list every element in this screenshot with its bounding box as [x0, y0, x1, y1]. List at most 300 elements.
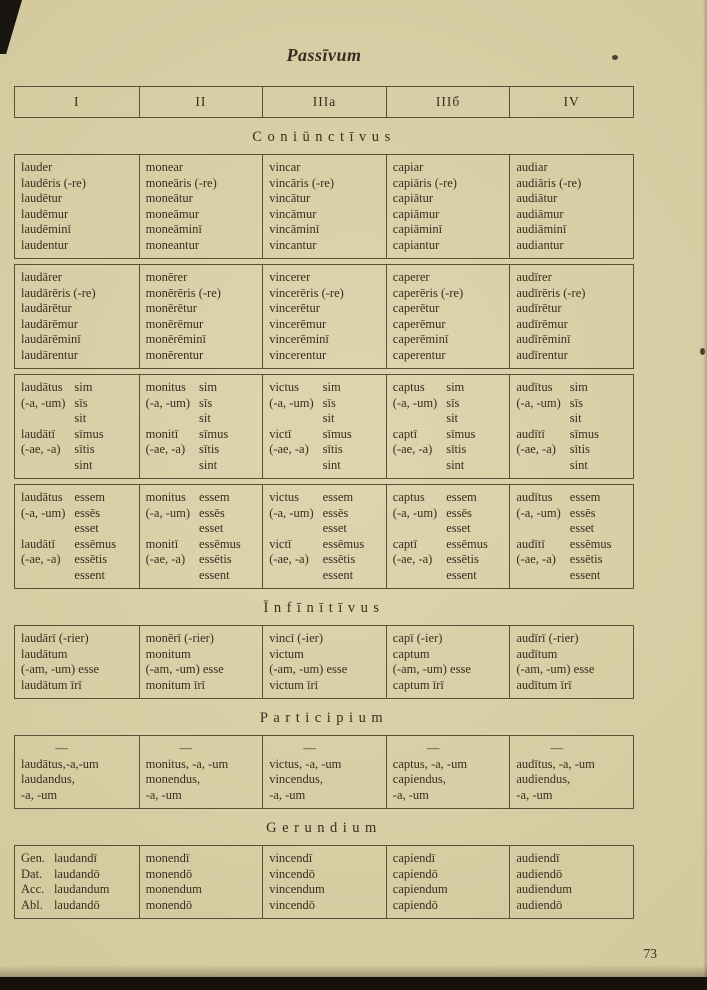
form-right: sit	[199, 411, 211, 425]
verb-form: -a, -um	[516, 787, 553, 802]
verb-form	[393, 537, 488, 553]
verb-form: vincāmur	[269, 206, 317, 221]
form-right: sītis	[446, 442, 467, 456]
verb-form	[393, 552, 488, 568]
form-right: essēs	[322, 505, 349, 520]
form-right: sim	[569, 380, 588, 394]
verb-form	[516, 411, 599, 427]
form-right: sīmus	[74, 426, 104, 441]
form-right: essem	[199, 490, 230, 504]
verb-form	[269, 521, 364, 537]
verb-form: audiāminī	[516, 222, 567, 236]
verb-form: audīrer	[516, 270, 552, 284]
verb-form	[393, 490, 488, 506]
form-left: (-ae, -a)	[145, 442, 186, 456]
form-left: (-ae, -a)	[516, 442, 556, 456]
form-right: sit	[446, 411, 459, 425]
paradigm-cell-i	[15, 485, 139, 588]
form-right: sīs	[74, 395, 88, 410]
form-right: essēmus	[199, 536, 241, 551]
form-left: captī	[392, 536, 418, 551]
verb-form	[146, 537, 241, 553]
verb-form	[516, 380, 599, 396]
verb-form: moneāminī	[145, 222, 202, 236]
verb-form: vincendum	[269, 882, 325, 896]
paradigm-cell-iv	[509, 736, 633, 808]
form-left: victī	[269, 536, 292, 551]
verb-form: audīrētur	[516, 301, 562, 315]
verb-form: audiendō	[516, 897, 563, 912]
verb-form: monērēmur	[145, 316, 204, 331]
verb-form: monendō	[145, 897, 193, 912]
verb-form	[269, 568, 364, 584]
paradigm-cell-i	[15, 846, 139, 918]
verb-form	[269, 427, 352, 443]
empty-form-dash: —	[426, 741, 440, 755]
paradigm-cell-ii	[139, 265, 263, 368]
form-right: essētis	[446, 552, 479, 566]
verb-form: audiendum	[516, 882, 572, 896]
verb-form: laudārētur	[21, 301, 72, 315]
form-left: monitī	[145, 426, 179, 441]
form-left	[21, 568, 65, 584]
verb-form	[393, 396, 476, 412]
form-left: audītus	[516, 380, 553, 394]
verb-form: caperētur	[392, 301, 440, 315]
verb-form	[393, 427, 476, 443]
verb-form	[146, 490, 241, 506]
form-right: essēmus	[446, 536, 488, 551]
form-left: (-a, -um)	[392, 395, 438, 410]
verb-form: capiendum	[392, 882, 448, 896]
scan-right-edge	[703, 0, 707, 990]
form-right: esset	[322, 521, 347, 535]
paradigm-cell-iiia	[262, 155, 386, 258]
form-left: laudātī	[21, 536, 56, 551]
form-left	[393, 568, 437, 584]
verb-form	[21, 521, 116, 537]
verb-form: capī (-ier)	[392, 631, 443, 645]
form-left: (-a, -um)	[21, 505, 66, 520]
verb-form: vincerētur	[269, 301, 320, 315]
verb-form: capiendō	[392, 897, 438, 912]
form-right: sīmus	[446, 426, 476, 441]
verb-form: caperēris (-re)	[392, 285, 464, 300]
paradigm-cell-iiia	[262, 375, 386, 478]
form-right: sint	[569, 457, 588, 472]
verb-form	[146, 458, 229, 474]
form-right: sīs	[569, 395, 583, 410]
verb-form: vincerēmur	[269, 316, 327, 331]
verb-form: captum īrī	[392, 677, 444, 692]
page-number: 73	[643, 946, 657, 961]
form-left: (-ae, -a)	[392, 552, 433, 566]
verb-form	[21, 411, 104, 427]
verb-form: (-am, -um) esse	[516, 662, 595, 676]
verb-form: audīrēminī	[516, 332, 571, 346]
form-right: sīmus	[569, 426, 599, 441]
form-left: captī	[392, 426, 418, 441]
verb-form	[21, 442, 104, 458]
paradigm-cell-ii	[139, 375, 263, 478]
form-right: essem	[569, 490, 601, 504]
verb-form: moneātur	[145, 191, 193, 205]
verb-form	[516, 396, 599, 412]
aligned-forms	[21, 380, 104, 473]
page-title: Passīvum	[286, 45, 362, 65]
form-right: essent	[74, 567, 105, 582]
verb-form: vincerēminī	[269, 332, 329, 346]
form-left: monitī	[145, 536, 179, 551]
paradigm-cell-iiia	[262, 485, 386, 588]
form-left	[516, 521, 560, 537]
verb-form	[516, 442, 599, 458]
form-left: (-a, -um)	[21, 395, 66, 410]
verb-form: laudēminī	[21, 222, 71, 236]
column-header-iv: IV	[509, 87, 633, 117]
verb-form	[516, 568, 611, 584]
verb-form	[21, 490, 116, 506]
form-left: captus	[392, 380, 425, 394]
form-left	[516, 458, 560, 474]
form-right: sit	[569, 411, 582, 425]
paradigm-cell-iii-	[386, 155, 510, 258]
verb-form: vincendus,	[269, 772, 323, 786]
verb-form: audiāris (-re)	[516, 175, 582, 190]
verb-form: laudārēminī	[21, 332, 81, 346]
verb-form: audiendī	[516, 851, 560, 865]
form-right: essēmus	[322, 536, 365, 551]
verb-form: audīrentur	[516, 347, 568, 362]
section-heading-coniunctivus: Coniūnctīvus	[252, 129, 396, 145]
verb-form	[146, 506, 241, 522]
form-right: essem	[322, 490, 354, 504]
paradigm-cell-i	[15, 736, 139, 808]
paradigm-cell-ii	[139, 155, 263, 258]
verb-form	[146, 552, 241, 568]
form-left: audītī	[516, 536, 545, 551]
form-right: esset	[74, 521, 99, 535]
form-right: sint	[199, 457, 218, 472]
form-right: essem	[74, 490, 105, 504]
form-right: essem	[446, 490, 477, 504]
verb-form	[21, 851, 110, 867]
verb-form: monendō	[145, 866, 193, 881]
empty-form-dash: —	[55, 741, 68, 755]
verb-form: caperēmur	[392, 316, 446, 331]
verb-form	[21, 506, 116, 522]
verb-form: audīrēris (-re)	[516, 285, 586, 300]
verb-form	[21, 898, 110, 914]
paradigm-row-group	[14, 625, 634, 699]
verb-form: laudārēris (-re)	[21, 285, 96, 300]
page-content	[14, 0, 634, 924]
verb-form: monitum īrī	[145, 677, 205, 692]
verb-form: monērī (-rier)	[145, 631, 214, 645]
verb-form: capiendō	[392, 866, 438, 881]
form-left	[269, 458, 313, 474]
form-right: sim	[199, 380, 218, 394]
verb-form: capiātur	[392, 191, 434, 205]
verb-form: vincerer	[269, 270, 311, 284]
form-right: sīmus	[322, 426, 352, 441]
form-left	[516, 411, 560, 427]
form-right: esset	[569, 521, 595, 535]
form-right: essētis	[569, 552, 603, 566]
form-left	[393, 458, 437, 474]
form-right: essent	[569, 567, 601, 582]
verb-form	[516, 490, 611, 506]
form-left	[269, 411, 313, 427]
form-left: (-ae, -a)	[145, 552, 186, 566]
form-right: sint	[74, 457, 93, 472]
verb-form: vincerēris (-re)	[269, 285, 344, 300]
verb-form: monērentur	[145, 347, 204, 362]
scan-bottom-shadow	[0, 965, 707, 977]
paradigm-cell-ii	[139, 736, 263, 808]
form-right: essēs	[569, 505, 596, 520]
form-left	[393, 411, 437, 427]
form-right: laudandum	[53, 882, 110, 896]
verb-form: caperentur	[392, 347, 446, 362]
form-left	[146, 458, 190, 474]
verb-form	[146, 411, 229, 427]
verb-form: audiāmur	[516, 206, 564, 221]
verb-form	[21, 867, 110, 883]
form-left: (-ae, -a)	[269, 442, 309, 456]
verb-form: capiar	[392, 160, 424, 174]
verb-form: capiendus,	[392, 772, 446, 786]
verb-form: (-am, -um) esse	[269, 662, 348, 676]
form-left: (-ae, -a)	[269, 552, 309, 566]
verb-form: -a, -um	[21, 787, 58, 802]
verb-form: laudēris (-re)	[21, 175, 86, 190]
form-right: esset	[446, 521, 471, 535]
verb-form: capiāris (-re)	[392, 175, 457, 190]
form-left: (-a, -um)	[516, 505, 561, 520]
form-left	[21, 458, 65, 474]
verb-form: capiāmur	[392, 206, 440, 221]
verb-form	[21, 458, 104, 474]
form-right: sim	[322, 380, 341, 394]
form-right: sim	[446, 380, 465, 394]
paradigm-cell-iii-	[386, 265, 510, 368]
verb-form	[269, 411, 352, 427]
form-left: (-ae, -a)	[21, 442, 61, 456]
empty-form-dash: —	[550, 741, 563, 755]
verb-form	[269, 506, 364, 522]
verb-form	[393, 411, 476, 427]
form-right: sītis	[199, 442, 220, 456]
paradigm-cell-ii	[139, 846, 263, 918]
verb-form	[516, 458, 599, 474]
verb-form: audītum	[516, 646, 558, 661]
verb-form: victum	[269, 646, 304, 661]
verb-form: vincantur	[269, 237, 317, 252]
form-left	[393, 521, 437, 537]
verb-form	[269, 442, 352, 458]
verb-form	[21, 882, 110, 898]
form-left: laudātī	[21, 426, 56, 441]
verb-form: monērēminī	[145, 332, 206, 346]
section-heading-gerundium: Gerundium	[266, 820, 382, 836]
form-left: (-ae, -a)	[392, 442, 433, 456]
form-left	[21, 521, 65, 537]
verb-form	[516, 521, 611, 537]
verb-form: laudātum īrī	[21, 677, 82, 692]
verb-form	[393, 458, 476, 474]
verb-form: laudēmur	[21, 206, 69, 221]
verb-form: vincendō	[269, 897, 316, 912]
verb-form	[393, 506, 488, 522]
form-right: essent	[199, 567, 230, 582]
form-left: (-a, -um)	[269, 395, 314, 410]
form-left	[269, 521, 313, 537]
scan-bottom-edge	[0, 977, 707, 990]
form-left: (-a, -um)	[392, 505, 438, 520]
verb-form: vincerentur	[269, 347, 327, 362]
verb-form: caperer	[392, 270, 430, 284]
form-left: (-a, -um)	[269, 505, 314, 520]
paradigm-cell-iii-	[386, 626, 510, 698]
section-heading-infinitivus: Īnfīnītīvus	[263, 600, 385, 616]
paradigm-cell-iv	[509, 626, 633, 698]
form-right: sīmus	[199, 426, 229, 441]
verb-form: audiātur	[516, 191, 558, 205]
empty-form-dash: —	[303, 741, 316, 755]
verb-form: laudātum	[21, 646, 68, 661]
verb-form	[21, 427, 104, 443]
verb-form: audiendus,	[516, 772, 571, 786]
verb-form	[146, 380, 229, 396]
form-right: essēs	[199, 505, 225, 520]
verb-form: monear	[145, 160, 184, 174]
aligned-forms	[393, 380, 476, 473]
paradigm-cell-i	[15, 265, 139, 368]
form-right: essent	[322, 567, 354, 582]
verb-form: -a, -um	[392, 787, 429, 802]
form-left	[146, 411, 190, 427]
verb-form	[516, 552, 611, 568]
verb-form	[269, 396, 352, 412]
aligned-forms	[269, 380, 352, 473]
form-right: essēs	[446, 505, 472, 520]
empty-form-dash: —	[179, 741, 193, 755]
verb-form: capiantur	[392, 237, 440, 252]
form-left	[516, 568, 560, 584]
paradigm-cell-iii-	[386, 375, 510, 478]
verb-form: vincī (-ier)	[269, 631, 323, 645]
verb-form: laudandus,	[21, 772, 75, 786]
verb-form	[516, 506, 611, 522]
form-right: essēmus	[74, 536, 117, 551]
form-left	[21, 411, 65, 427]
column-header-row	[14, 86, 634, 118]
verb-form: monendī	[145, 851, 190, 865]
column-header-i: I	[74, 94, 80, 109]
verb-form	[269, 537, 364, 553]
paradigm-cell-iiia	[262, 846, 386, 918]
aligned-forms	[21, 490, 116, 583]
verb-form	[516, 537, 611, 553]
form-right: essent	[446, 567, 477, 582]
paradigm-row-group	[14, 845, 634, 919]
verb-form: monendus,	[145, 772, 201, 786]
form-left: (-a, -um)	[145, 505, 191, 520]
paradigm-cell-iiia	[262, 265, 386, 368]
form-left: laudātus	[21, 380, 63, 394]
verb-form	[146, 521, 241, 537]
paradigm-row-group	[14, 154, 634, 259]
verb-form: audītus, -a, -um	[516, 756, 595, 771]
form-right: essētis	[74, 552, 108, 566]
verb-form	[146, 568, 241, 584]
verb-form: -a, -um	[269, 787, 306, 802]
verb-form: moneāmur	[145, 206, 200, 221]
verb-form: moneantur	[145, 237, 200, 252]
verb-form: vincar	[269, 160, 301, 174]
verb-form: victus, -a, -um	[269, 756, 342, 771]
paradigm-row-group	[14, 374, 634, 479]
verb-form: monērer	[145, 270, 188, 284]
verb-form: laudētur	[21, 191, 62, 205]
column-header-iiia: IIIa	[262, 87, 386, 117]
verb-form: moneāris (-re)	[145, 175, 217, 190]
verb-form	[393, 521, 488, 537]
verb-form	[269, 380, 352, 396]
paradigm-cell-iii-	[386, 485, 510, 588]
form-right: sit	[74, 411, 87, 425]
form-right: sīs	[446, 395, 460, 410]
verb-form: victum īrī	[269, 677, 319, 692]
form-left: monitus	[145, 490, 186, 504]
form-left: (-a, -um)	[516, 395, 561, 410]
form-right: sītis	[74, 442, 95, 456]
form-left: (-ae, -a)	[21, 552, 61, 566]
verb-form: caperēminī	[392, 332, 449, 346]
paradigm-cell-iv	[509, 846, 633, 918]
verb-form: lauder	[21, 160, 53, 174]
aligned-forms	[146, 490, 241, 583]
verb-form: capiendī	[392, 851, 436, 865]
paradigm-cell-iii-	[386, 736, 510, 808]
verb-form	[393, 568, 488, 584]
verb-form: (-am, -um) esse	[145, 662, 224, 676]
paradigm-cell-ii	[139, 485, 263, 588]
form-right: essētis	[322, 552, 356, 566]
form-right: sim	[74, 380, 93, 394]
paradigm-cell-iv	[509, 155, 633, 258]
verb-form: monērētur	[145, 301, 197, 315]
verb-form	[269, 552, 364, 568]
verb-form: vincāminī	[269, 222, 320, 236]
verb-form: audiendō	[516, 866, 563, 881]
aligned-forms	[21, 851, 110, 913]
form-left: audītī	[516, 426, 545, 441]
form-right: sīs	[322, 395, 336, 410]
verb-form: vincendō	[269, 866, 316, 881]
section-heading-participium: Participium	[259, 710, 389, 726]
form-left	[269, 568, 313, 584]
verb-form: -a, -um	[145, 787, 182, 802]
form-left: audītus	[516, 490, 553, 504]
aligned-forms	[516, 380, 599, 473]
verb-form	[21, 380, 104, 396]
form-right: sit	[322, 411, 335, 425]
verb-form	[21, 537, 116, 553]
verb-form: audiantur	[516, 237, 564, 252]
paradigm-row-group	[14, 484, 634, 589]
